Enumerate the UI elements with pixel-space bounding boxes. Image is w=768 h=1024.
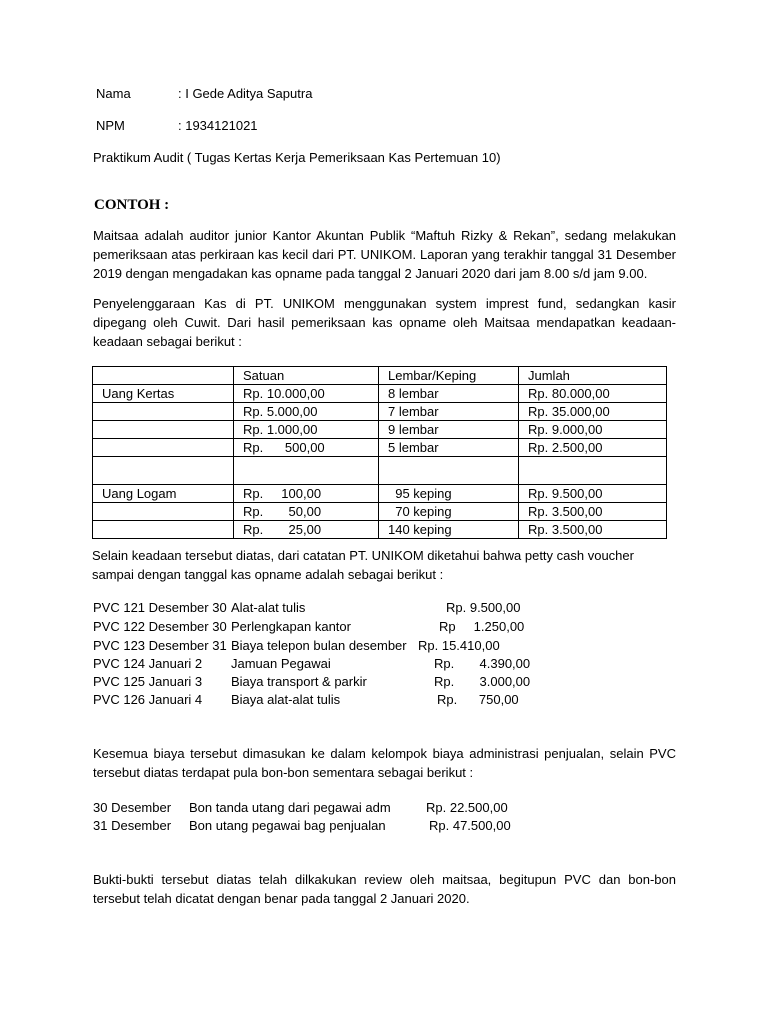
table-cell: 7 lembar [379,403,519,421]
table-cell: Rp. 5.000,00 [234,403,379,421]
table-cell: 140 keping [379,521,519,539]
table-cell [93,421,234,439]
paragraph-review: Bukti-bukti tersebut diatas telah dilkakukan review oleh maitsaa, begitupun PVC dan bon-bon tersebut telah dicatat dengan benar pada tanggal 2 Januari 2020. [93,872,676,906]
pvc-description: Jamuan Pegawai [231,656,331,671]
table-cell: Rp. 1.000,00 [234,421,379,439]
table-row-blank [93,457,667,485]
npm-label: NPM [96,118,125,133]
bon-amount: Rp. 22.500,00 [426,800,508,815]
table-cell [93,457,234,485]
table-cell [93,403,234,421]
pvc-number: PVC 124 Januari 2 [93,656,203,671]
table-row [93,421,667,439]
table-cell: 70 keping [379,503,519,521]
pvc-description: Perlengkapan kantor [231,619,351,634]
pvc-number: PVC 125 Januari 3 [93,674,203,689]
table-cell: Rp. 35.000,00 [519,403,667,421]
table-cell: 5 lembar [379,439,519,457]
table-cell: Rp. 9.000,00 [519,421,667,439]
table-row [93,521,667,539]
pvc-amount: Rp. 9.500,00 [446,600,521,615]
table-cell: Uang Kertas [93,385,234,403]
paragraph-pvc-intro: Selain keadaan tersebut diatas, dari catatan PT. UNIKOM diketahui bahwa petty cash voucher sampai dengan tanggal kas opname adalah sebagai berikut : [92,548,634,582]
table-cell: Rp. 25,00 [234,521,379,539]
document-title: Praktikum Audit ( Tugas Kertas Kerja Pemeriksaan Kas Pertemuan 10) [93,150,501,165]
table-cell [93,521,234,539]
table-cell: Uang Logam [93,485,234,503]
pvc-amount: Rp 1.250,00 [439,619,525,634]
nama-value: : I Gede Aditya Saputra [178,86,313,101]
cash-count-table [92,366,667,539]
pvc-number: PVC 126 Januari 4 [93,692,203,707]
paragraph-intro: Maitsaa adalah auditor junior Kantor Akuntan Publik “Maftuh Rizky & Rekan”, sedang melakukan pemeriksaan atas perkiraan kas kecil dari PT. UNIKOM. Laporan yang terakhir tanggal 31 Desember 2019 dengan mengadakan kas opname pada tanggal 2 Januari 2020 dari jam 8.00 s/d jam 9.00. [93,228,676,281]
bon-date: 31 Desember [93,818,172,833]
paragraph-bon-intro: Kesemua biaya tersebut dimasukan ke dalam kelompok biaya administrasi penjualan, selain PVC tersebut diatas terdapat pula bon-bon sementara sebagai berikut : [93,746,676,780]
table-row [93,439,667,457]
table-cell: 9 lembar [379,421,519,439]
table-header-cell [93,367,234,385]
table-cell: Rp. 9.500,00 [519,485,667,503]
table-header-row [93,367,667,385]
bon-amount: Rp. 47.500,00 [429,818,511,833]
table-cell [519,457,667,485]
bon-description: Bon utang pegawai bag penjualan [189,818,386,833]
pvc-amount: Rp. 3.000,00 [434,674,531,689]
table-header-cell: Lembar/Keping [379,367,519,385]
pvc-description: Alat-alat tulis [231,600,306,615]
table-cell: Rp. 500,00 [234,439,379,457]
pvc-description: Biaya telepon bulan desember [231,638,407,653]
pvc-description: Biaya transport & parkir [231,674,367,689]
pvc-amount: Rp. 4.390,00 [434,656,531,671]
table-cell: Rp. 100,00 [234,485,379,503]
pvc-amount: Rp. 15.410,00 [418,638,500,653]
table-cell: Rp. 50,00 [234,503,379,521]
pvc-amount: Rp. 750,00 [437,692,519,707]
table-cell [93,503,234,521]
table-cell: Rp. 3.500,00 [519,521,667,539]
bon-description: Bon tanda utang dari pegawai adm [189,800,391,815]
table-cell: Rp. 2.500,00 [519,439,667,457]
table-cell [234,457,379,485]
paragraph-imprest: Penyelenggaraan Kas di PT. UNIKOM menggunakan system imprest fund, sedangkan kasir dipegang oleh Cuwit. Dari hasil pemeriksaan kas opname oleh Maitsaa mendapatkan keadaan-keadaan sebagai berikut : [93,296,676,349]
contoh-heading: CONTOH : [94,197,170,213]
table-row [93,503,667,521]
table-cell: Rp. 80.000,00 [519,385,667,403]
pvc-number: PVC 122 Desember 30 [93,619,227,634]
table-cell [93,439,234,457]
table-cell: 95 keping [379,485,519,503]
table-cell [379,457,519,485]
table-row [93,403,667,421]
npm-value: : 1934121021 [178,118,258,133]
table-cell: 8 lembar [379,385,519,403]
table-row [93,485,667,503]
table-header-cell: Satuan [234,367,379,385]
table-cell: Rp. 3.500,00 [519,503,667,521]
bon-date: 30 Desember [93,800,172,815]
nama-label: Nama [96,86,131,101]
table-cell: Rp. 10.000,00 [234,385,379,403]
pvc-description: Biaya alat-alat tulis [231,692,341,707]
pvc-number: PVC 121 Desember 30 [93,600,227,615]
pvc-number: PVC 123 Desember 31 [93,638,227,653]
table-row [93,385,667,403]
table-header-cell: Jumlah [519,367,667,385]
